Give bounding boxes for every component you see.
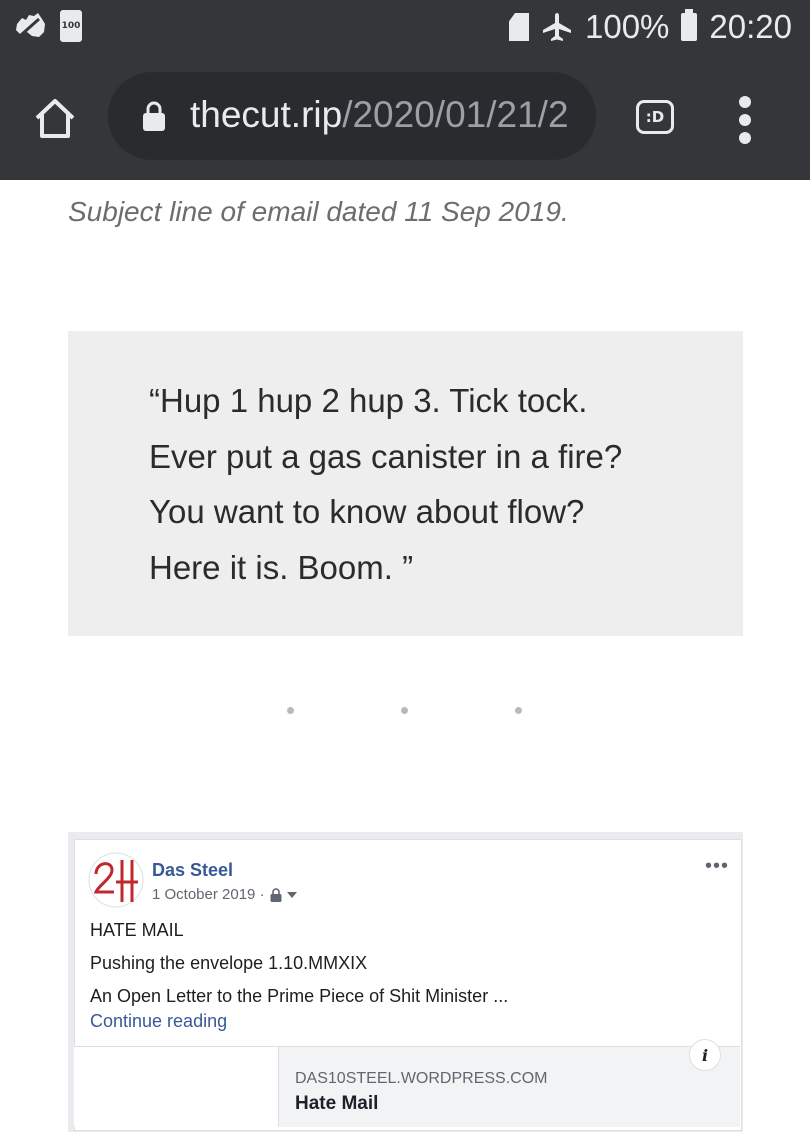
quote-line: Here it is. Boom. ” [149,548,414,586]
status-left-icons [14,10,82,42]
battery-saver-badge-icon [60,10,82,42]
quote-line: “Hup 1 hup 2 hup 3. Tick tock. [149,382,588,419]
privacy-lock-icon[interactable] [270,888,282,902]
overflow-menu-icon[interactable] [736,96,754,144]
link-thumbnail[interactable] [74,1047,279,1127]
link-title[interactable]: Hate Mail [295,1093,379,1114]
quote-line: Ever put a gas canister in a fire? [149,437,623,475]
status-right [509,8,792,46]
url-path: /2020/01/21/2 [342,94,569,135]
url-text[interactable] [190,94,585,136]
post-meta [152,886,297,903]
sim-icon [509,13,529,41]
battery-icon [681,13,697,41]
post-excerpt: An Open Letter to the Prime Piece of Shit Minister ... [90,986,509,1006]
menu-dot [739,132,751,144]
home-icon[interactable] [32,96,78,142]
airplane-icon [541,11,573,43]
quote-lines [149,373,622,595]
separator-dot [287,707,294,714]
chevron-down-icon[interactable] [287,891,297,899]
australia-map-icon [14,10,48,42]
post-options-icon[interactable]: ••• [705,855,730,877]
post-date[interactable]: 1 October 2019 · [152,886,265,903]
status-bar [0,0,810,58]
blockquote [68,331,743,636]
url-host: thecut.rip [190,94,343,135]
post-title: HATE MAIL [90,920,184,940]
separator-dot [515,707,522,714]
clock: 20:20 [709,8,792,45]
info-icon[interactable] [689,1039,721,1071]
link-domain: DAS10STEEL.WORDPRESS.COM [295,1070,548,1087]
quote-line: You want to know about flow? [149,493,585,530]
section-separator [0,706,810,716]
browser-toolbar [0,58,810,180]
address-bar[interactable] [108,72,596,160]
lock-icon [142,100,166,132]
menu-dot [739,96,751,108]
info-label: i [701,1045,709,1065]
tab-switcher-label: :D [645,108,665,126]
tab-switcher-icon[interactable] [636,100,674,134]
battery-percent: 100% [585,8,670,45]
avatar[interactable] [88,852,144,908]
menu-dot [739,114,751,126]
continue-reading-link[interactable]: Continue reading [90,1011,228,1031]
post-subtitle: Pushing the envelope 1.10.MMXIX [90,953,368,973]
badge-text: 100 [61,21,81,31]
post-author[interactable]: Das Steel [152,860,234,880]
image-caption: Subject line of email dated 11 Sep 2019. [68,196,569,227]
separator-dot [401,707,408,714]
